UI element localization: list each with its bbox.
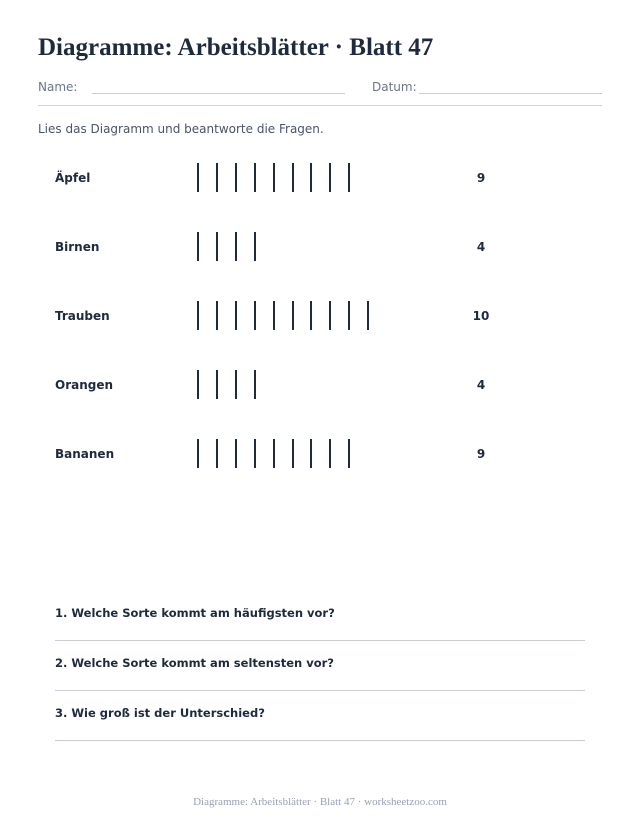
- header-divider: [38, 105, 602, 106]
- tally-mark: [235, 232, 237, 261]
- answer-line[interactable]: [55, 740, 585, 741]
- tally-mark: [348, 439, 350, 468]
- question-text: 3. Wie groß ist der Unterschied?: [55, 706, 265, 720]
- tally-count: 9: [476, 171, 486, 185]
- tally-mark: [348, 301, 350, 330]
- tally-mark: [310, 439, 312, 468]
- tally-mark: [197, 370, 199, 399]
- question-text: 2. Welche Sorte kommt am seltensten vor?: [55, 656, 334, 670]
- tally-mark: [197, 163, 199, 192]
- tally-mark: [329, 439, 331, 468]
- tally-count: 10: [472, 309, 490, 323]
- tally-mark: [292, 301, 294, 330]
- tally-mark: [273, 163, 275, 192]
- tally-mark: [216, 301, 218, 330]
- tally-row-label: Trauben: [55, 309, 110, 323]
- date-label: Datum:: [372, 80, 417, 94]
- tally-mark: [329, 163, 331, 192]
- tally-mark: [254, 163, 256, 192]
- tally-mark: [367, 301, 369, 330]
- tally-mark: [216, 232, 218, 261]
- date-field[interactable]: [419, 93, 602, 94]
- tally-row: [0, 161, 640, 195]
- tally-mark: [310, 163, 312, 192]
- name-field[interactable]: [92, 93, 345, 94]
- tally-row-label: Orangen: [55, 378, 114, 392]
- instruction-text: Lies das Diagramm und beantworte die Fragen.: [38, 122, 324, 136]
- tally-row: [0, 437, 640, 471]
- tally-mark: [216, 439, 218, 468]
- tally-mark: [235, 439, 237, 468]
- tally-mark: [216, 163, 218, 192]
- tally-mark: [273, 439, 275, 468]
- question-text: 1. Welche Sorte kommt am häufigsten vor?: [55, 606, 335, 620]
- tally-row-label: Birnen: [55, 240, 100, 254]
- tally-row: [0, 299, 640, 333]
- tally-row-label: Bananen: [55, 447, 115, 461]
- tally-mark: [292, 163, 294, 192]
- tally-mark: [254, 370, 256, 399]
- tally-mark: [235, 370, 237, 399]
- tally-mark: [197, 301, 199, 330]
- tally-row: [0, 368, 640, 402]
- tally-mark: [197, 439, 199, 468]
- tally-mark: [235, 163, 237, 192]
- tally-mark: [329, 301, 331, 330]
- tally-count: 4: [476, 378, 486, 392]
- name-label: Name:: [38, 80, 78, 94]
- tally-mark: [292, 439, 294, 468]
- tally-mark: [216, 370, 218, 399]
- answer-line[interactable]: [55, 640, 585, 641]
- page-footer: Diagramme: Arbeitsblätter · Blatt 47 · worksheetzoo.com: [193, 796, 447, 808]
- tally-mark: [348, 163, 350, 192]
- tally-mark: [254, 439, 256, 468]
- tally-count: 4: [476, 240, 486, 254]
- page-title: Diagramme: Arbeitsblätter · Blatt 47: [38, 34, 434, 61]
- tally-count: 9: [476, 447, 486, 461]
- tally-row: [0, 230, 640, 264]
- tally-row-label: Äpfel: [55, 171, 91, 185]
- tally-mark: [310, 301, 312, 330]
- tally-mark: [197, 232, 199, 261]
- tally-mark: [235, 301, 237, 330]
- tally-mark: [254, 301, 256, 330]
- answer-line[interactable]: [55, 690, 585, 691]
- tally-mark: [254, 232, 256, 261]
- tally-mark: [273, 301, 275, 330]
